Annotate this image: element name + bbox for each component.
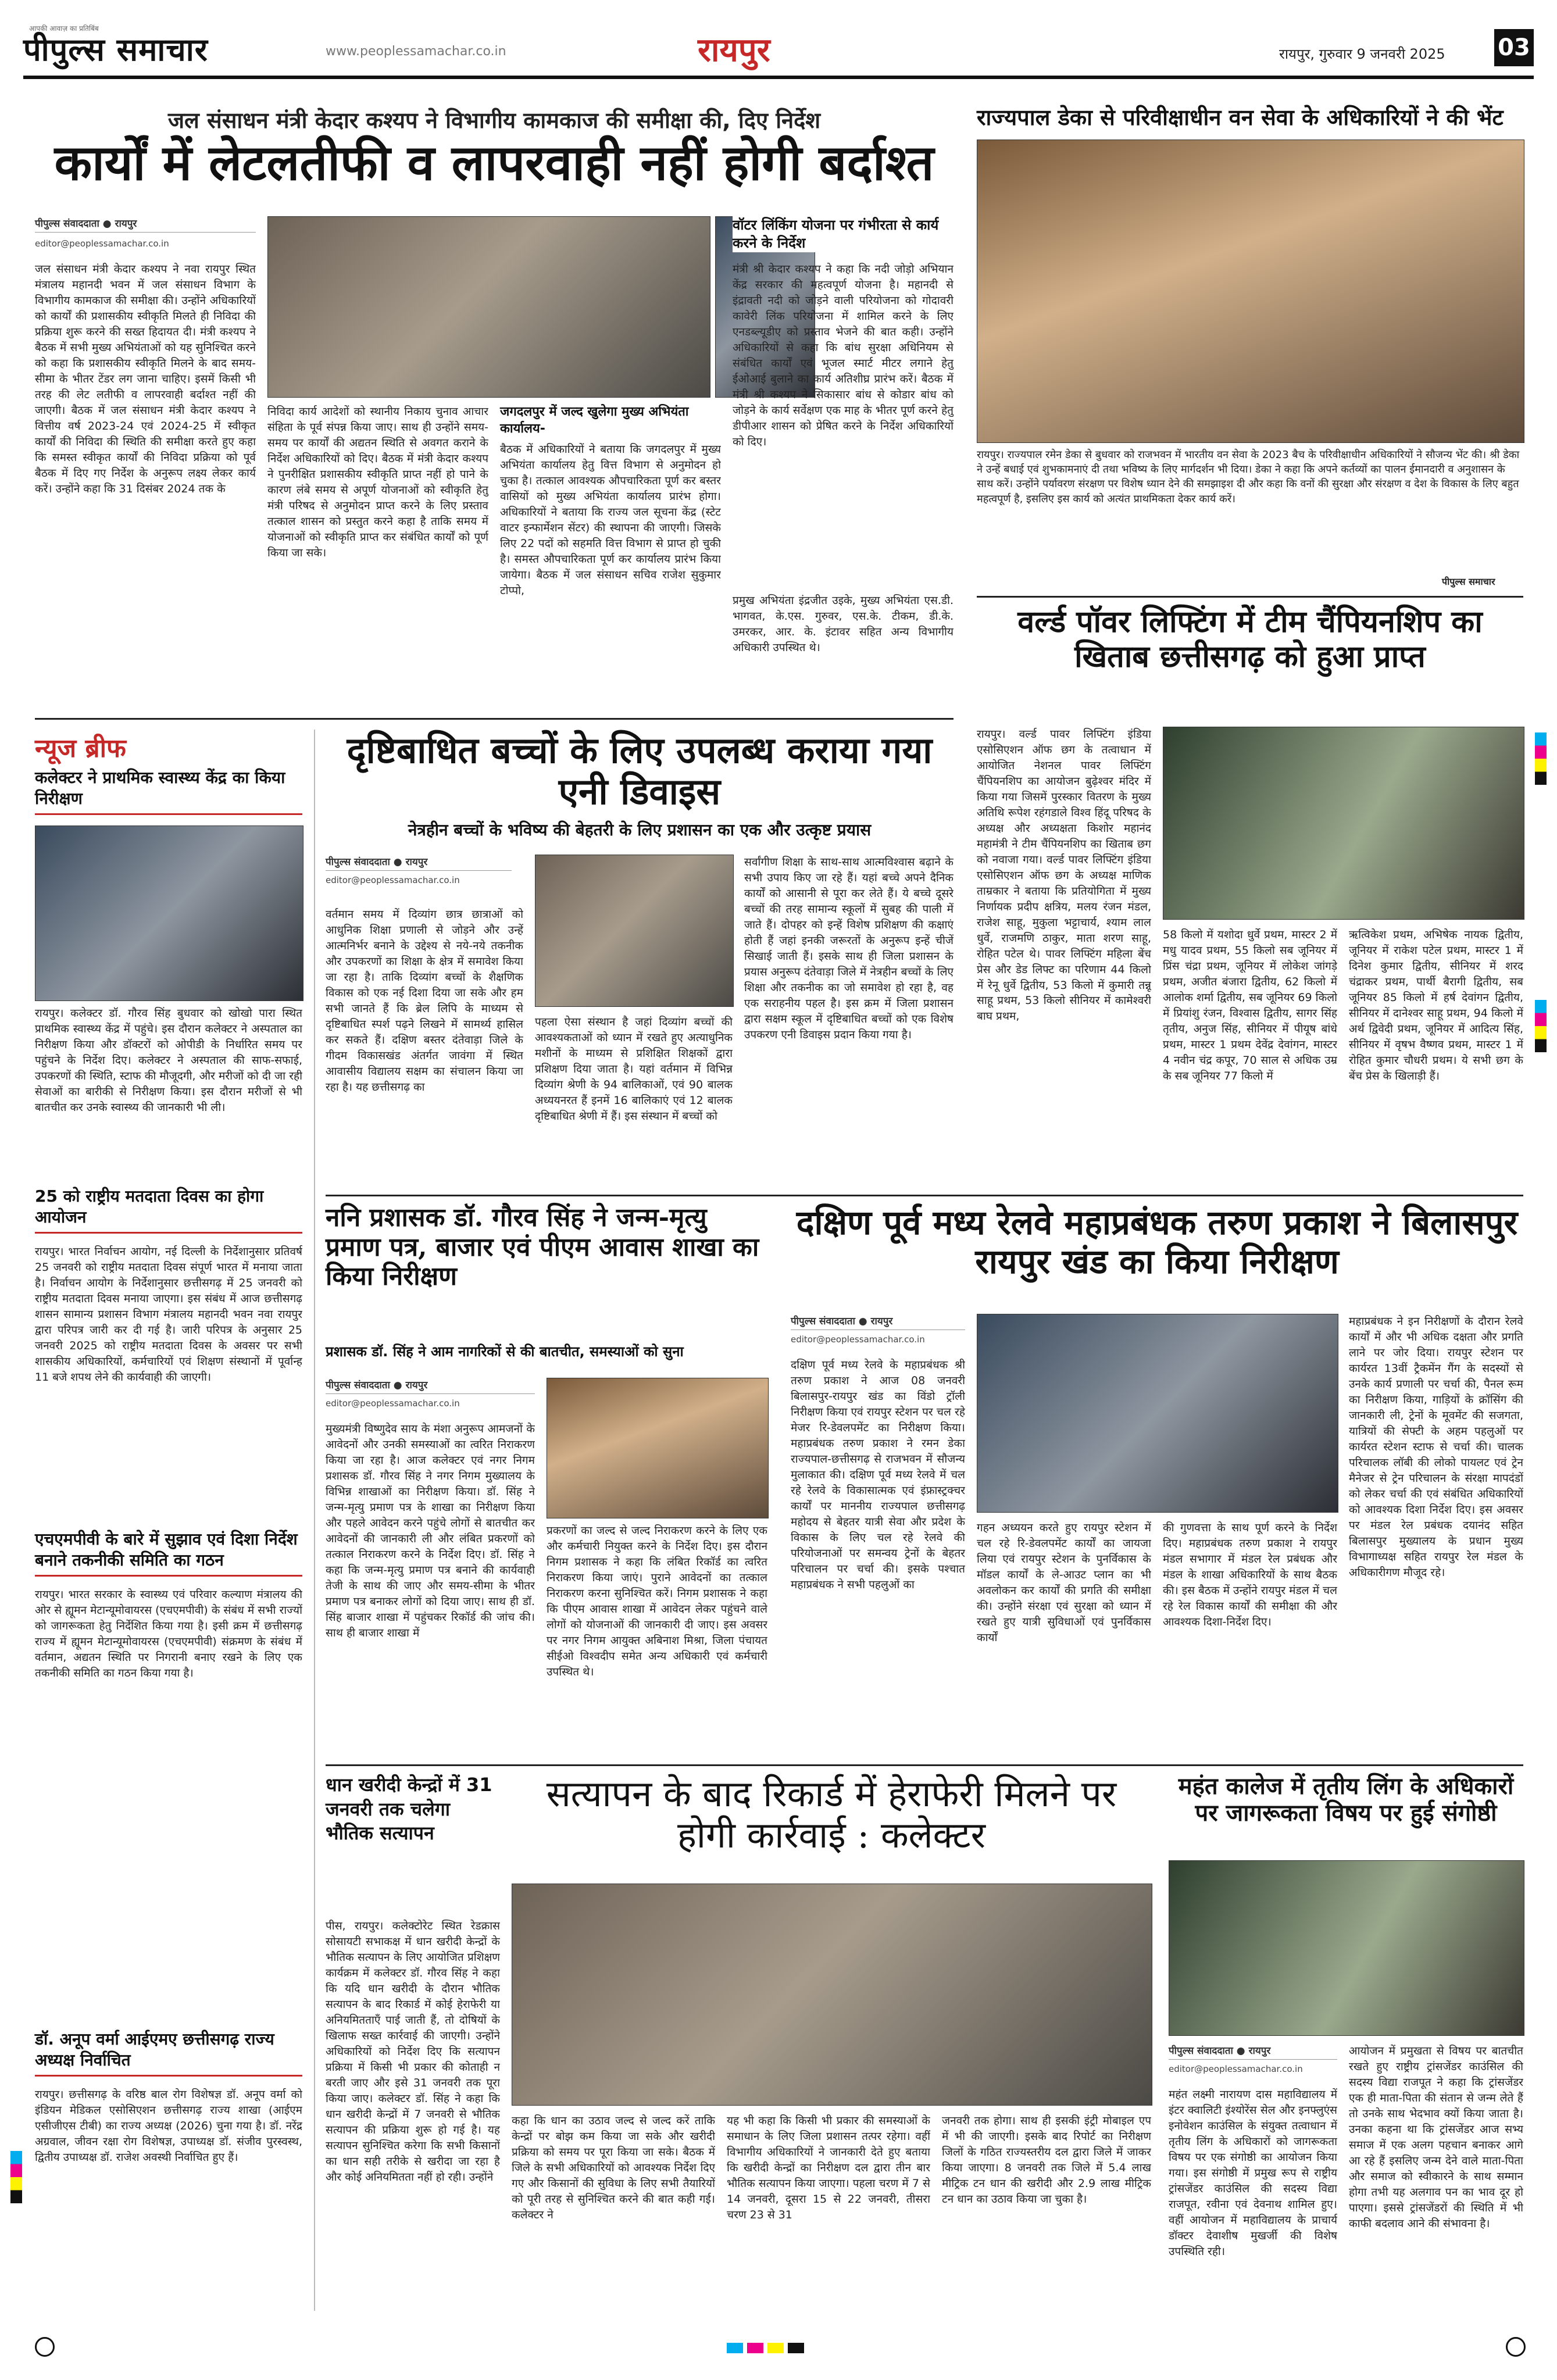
- governor-headline: राज्यपाल डेका से परिवीक्षाधीन वन सेवा के अधिकारियों ने की भेंट: [977, 104, 1504, 130]
- nigam-byline: पीपुल्स संवाददाता ● रायपुर: [326, 1378, 535, 1394]
- divyang-col-3: सर्वांगीण शिक्षा के साथ-साथ आत्मविश्वास बढ़ाने के सभी उपाय किए जा रहे हैं। यहां बच्चे अपने दैनिक कार्यों को आसानी से पूरा कर लेते हैं। ये बच्चे दूसरे बच्चों की तरह सामान्य स्कूलों में सुबह की पाली में जाते हैं। दोपहर को इन्हें विशेष प्रशिक्षण की कक्षाएं होती हैं जहां इनकी जरूरतों के अनुरूप इन्हें चीजें सिखाई जाती हैं। इसके साथ ही जिला प्रशासन के प्रयास अनुरूप दंतेवाड़ा जिले में नेत्रहीन बच्चों के लिए शिक्षा और तकनीक का जो समावेश हो रहा है, वह एक सराहनीय पहल है। इस क्रम में जिला प्रशासन द्वारा सक्षम स्कूल में दृष्टिबाधित बच्चों को एक विशेष उपकरण एनी डिवाइस प्रदान किया गया है।: [744, 856, 954, 1041]
- powerlifting-col-2: 58 किलो में यशोदा धुर्वे प्रथम, मास्टर 2 में मधु यादव प्रथम, 55 किलो सब जूनियर में प्रिंस चंद्रा प्रथम, जूनियर में लोकेश जांगड़े प्रथम, अजीत बंजारा द्वितीय, 62 किलो में आलोक शर्मा द्वितीय, सब जूनियर 69 किलो में प्रियांशु रंजन, विश्वास द्वितीय, सागर सिंह तृतीय, अनुज सिंह, सीनियर में पीयूष बांधे प्रथम, मास्टर 1 प्रथम देवेंद्र देवांगन, मास्टर 4 नवीन चंद्र कपूर, 70 साल से अधिक उम्र के सब जूनियर 77 किलो में: [1163, 928, 1337, 1082]
- railway-headline: दक्षिण पूर्व मध्य रेलवे महाप्रबंधक तरुण प्रकाश ने बिलासपुर रायपुर खंड का किया निरीक्षण: [796, 1203, 1518, 1281]
- divyang-headline: दृष्टिबाधित बच्चों के लिए उपलब्ध कराया गया एनी डिवाइस: [347, 729, 933, 813]
- city-section-title: रायपुर: [698, 31, 770, 69]
- masthead: [23, 23, 1534, 79]
- paddy-col-1: पीस, रायपुर। कलेक्टोरेट स्थित रेडक्रास सोसायटी सभाकक्ष में धान खरीदी केन्द्रों के भौतिक सत्यापन के लिए आयोजित प्रशिक्षण कार्यक्रम में कलेक्टर डॉ. गौरव सिंह ने कहा कि यदि धान खरीदी के दौरान भौतिक सत्यापन के बाद रिकार्ड में कोई हेराफेरी या अनियमितताएँ पाई जाती हैं, तो दोषियों के खिलाफ सख्त कार्रवाई की जाएगी। उन्होंने अधिकारियों को निर्देश दिए कि सत्यापन प्रक्रिया में किसी भी प्रकार की कोताही न बरती जाए और इसे 31 जनवरी तक पूरा किया जाए। कलेक्टर डॉ. सिंह ने कहा कि धान खरीदी केन्द्रों में 7 जनवरी से भौतिक सत्यापन की प्रक्रिया शुरू हो गई है। यह सत्यापन सुनिश्चित करेगा कि सभी किसानों का धान सही तरीके से खरीदा जा रहा है और कोई अनियमितता नहीं हो रही। उन्होंने: [326, 1920, 500, 2184]
- lead-byline: पीपुल्स संवाददाता ● रायपुर: [35, 216, 256, 233]
- cmyk-side-mark-icon: [1535, 1000, 1547, 1052]
- mahant-photo: [1169, 1860, 1524, 2036]
- railway-col-3: की गुणवत्ता के साथ पूर्ण करने के निर्देश दिए। महाप्रबंधक तरुण प्रकाश ने रायपुर मंडल सभागार में मंडल रेल प्रबंधक और मंडल के शाखा अधिकारियों के साथ बैठक की। इस बैठक में उन्होंने रायपुर मंडल में चल रहे रेल विकास कार्यों की समीक्षा की और आवश्यक दिशा-निर्देश दिए।: [1163, 1521, 1337, 1628]
- mahant-col-2: आयोजन में प्रमुखता से विषय पर बातचीत रखते हुए राष्ट्रीय ट्रांसजेंडर काउंसिल की सदस्य विद्या राजपूत ने कहा कि ट्रांसजेंडर एक ही माता-पिता की संतान से जन्म लेते हैं तो उनके साथ भेदभाव क्यों किया जाता है। उनका कहना था कि ट्रांसजेंडर आज सभ्य समाज में एक अलग पहचान बनाकर आगे आ रहे हैं इसलिए जन्म देने वाले माता-पिता और समाज को स्वीकारने के साथ सम्मान होगा तभी यह अलगाव पन का भाव दूर हो पाएगा। इससे ट्रांसजेंडरों की स्थिति में भी काफी बदलाव आने की संभावना है।: [1349, 2045, 1523, 2230]
- railway-col-1: दक्षिण पूर्व मध्य रेलवे के महाप्रबंधक श्री तरुण प्रकाश ने आज 08 जनवरी बिलासपुर-रायपुर खंड का विंडो ट्रॉली निरीक्षण किया एवं रायपुर स्टेशन पर चल रहे मेजर रि-डेवलपमेंट का निरीक्षण किया। महाप्रबंधक तरुण प्रकाश ने रमन डेका राज्यपाल-छत्तीसगढ़ से राजभवन में सौजन्य मुलाकात की। दक्षिण पूर्व मध्य रेलवे में चल रहे रेलवे के विकासात्मक एवं इंफ्रास्ट्रक्चर कार्यों पर माननीय राज्यपाल छत्तीसगढ़ महोदय से बेहतर यात्री सेवा और प्रदेश के विकास के लिए चल रहे रेलवे की परियोजनाओं पर समन्वय ट्रेनों के बेहतर परिचालन पर चर्चा की। इसके पश्चात महाप्रबंधक ने सभी पहलुओं का: [791, 1359, 965, 1591]
- divider: [35, 718, 954, 720]
- magenta-swatch-icon: [747, 2343, 763, 2353]
- divyang-subhead: नेत्रहीन बच्चों के भविष्य की बेहतरी के लिए प्रशासन का एक और उत्कृष्ट प्रयास: [408, 820, 872, 839]
- railway-email: editor@peoplessamachar.co.in: [791, 1334, 925, 1345]
- lead-headline: कार्यों में लेटलतीफी व लापरवाही नहीं होगी बर्दाश्त: [54, 134, 934, 191]
- registration-mark-icon: [1506, 2337, 1526, 2357]
- powerlifting-headline: वर्ल्ड पॉवर लिफ्टिंग में टीम चैंपियनशिप का खिताब छत्तीसगढ़ को हुआ प्राप्त: [1017, 604, 1483, 674]
- railway-byline: पीपुल्स संवाददाता ● रायपुर: [791, 1314, 965, 1330]
- dateline: रायपुर, गुरुवार 9 जनवरी 2025: [1279, 46, 1445, 62]
- divyang-photo: [535, 855, 734, 1007]
- registration-mark-icon: [35, 2337, 55, 2357]
- powerlifting-col-1: रायपुर। वर्ल्ड पावर लिफ्टिंग इंडिया एसोसिएशन ऑफ छग के तत्वाधान में आयोजित नेशनल पावर लिफ्टिंग चैंपियनशिप का आयोजन बुढ़ेश्वर मंदिर में किया गया जिसमें पुरस्कार वितरण के मुख्य अतिथि रूपेश रहंगडाले विश्व हिंदू परिषद के अध्यक्ष और अध्यक्षता किशोर महानंद महामंत्री ने टीम चैंपियनशिप का खिताब छग को नवाजा गया। वर्ल्ड पावर लिफ्टिंग इंडिया एसोसिएशन ऑफ छग के अध्यक्ष माणिक ताम्रकार ने बताया कि प्रतियोगिता में मुख्य निर्णायक प्रदीप क्षत्रिय, मलय रंजन मंडल, राजेश साहू, मुकुला भट्टाचार्य, श्याम लाल धुर्वे, राजमणि ठाकुर, माता शरण साहू, रोहित पटेल थे। पावर लिफ्टिंग महिला बेंच प्रेस और डेड लिफ्ट का परिणाम 44 किलो में रेनू धुर्वे द्वितीय, 53 किलो में कुमारी तन्नू साहू प्रथम, 53 किलो सीनियर में कामेश्वरी बाघ प्रथम,: [977, 728, 1151, 1023]
- nigam-email: editor@peoplessamachar.co.in: [326, 1398, 460, 1409]
- cyan-swatch-icon: [727, 2343, 743, 2353]
- page-number: 03: [1494, 29, 1534, 66]
- paddy-side-head: धान खरीदी केन्द्रों में 31 जनवरी तक चलेगा भौतिक सत्यापन: [326, 1774, 492, 1845]
- lead-col-4b: प्रमुख अभियंता इंद्रजीत उइके, मुख्य अभियंता एस.डी. भागवत, के.एस. गुरुवर, एस.के. टीकम, डी.के. उमरकर, आर. के. इंटावर सहित अन्य विभागीय अधिकारी उपस्थित थे।: [733, 594, 954, 654]
- divider: [326, 1195, 1523, 1196]
- paddy-col-2: कहा कि धान का उठाव जल्द से जल्द करें ताकि केन्द्रों पर बोझ कम किया जा सके और खरीदी प्रक्रिया को समय पर पूरा किया जा सके। बैठक में जिले के सभी अधिकारियों को आवश्यक निर्देश दिए गए और किसानों की सुविधा के लिए सभी तैयारियों को पूरी तरह से सुनिश्चित करने की बात कही गई। कलेक्टर ने: [512, 2114, 715, 2221]
- brief-1-photo: [35, 826, 303, 1001]
- logo-tagline: आपकी आवाज़ का प्रतिबिंब: [29, 24, 99, 33]
- nigam-photo: [547, 1378, 769, 1518]
- nigam-col-1: मुख्यमंत्री विष्णुदेव साय के मंशा अनुरूप आमजनों के आवेदनों और उनकी समस्याओं का त्वरित निराकरण किया जा रहा है। आज कलेक्टर एवं नगर निगम प्रशासक डॉ. गौरव सिंह ने नगर निगम मुख्यालय के विभिन्न शाखाओं का निरीक्षण किया। डॉ. सिंह ने जन्म-मृत्यु प्रमाण पत्र के शाखा का निरीक्षण किया और पहले आवेदन करने पहुंचे लोगों से बातचीत कर आवेदनों की जानकारी ली और लंबित प्रकरणों को तत्काल निराकरण करने के निर्देश दिए। डॉ. सिंह ने कहा कि जन्म-मृत्यु प्रमाण पत्र बनाने की कार्यवाही तेजी के साथ की जाए और समय-सीमा के भीतर प्रमाण पत्र बनाकर लोगों को दिया जाए। साथ ही डॉ. सिंह बाजार शाखा में पहुंचकर रिकॉर्ड की जांच की। साथ ही बाजार शाखा में: [326, 1423, 535, 1639]
- lead-col-4-subhead: वॉटर लिंकिंग योजना पर गंभीरता से कार्य करने के निर्देश: [733, 216, 954, 252]
- lead-col-4: मंत्री श्री केदार कश्यप ने कहा कि नदी जोड़ो अभियान केंद्र सरकार की महत्वपूर्ण योजना है। महानदी से इंद्रावती नदी को जोड़ने वाली परियोजना को गोदावरी कावेरी लिंक परियोजना में शामिल करने के लिए एनडब्ल्यूडीए को प्रस्ताव भेजने की बात कही। उन्होंने अधिकारियों से कहा कि बांध सुरक्षा अधिनियम से संबंधित कार्यों एवं भूजल स्मार्ट मीटर लगाने हेतु ईओआई बुलाने का कार्य अतिशीघ्र प्रारंभ करें। बैठक में मंत्री श्री कश्यप ने सिकासार बांध से कोडार बांध को जोड़ने के कार्य सर्वेक्षण एक माह के भीतर पूर्ण करने हेतु डीपीआर शासन को प्रेषित करने के निर्देश अधिकारियों को दिए।: [733, 263, 954, 448]
- website-url[interactable]: www.peoplessamachar.co.in: [326, 44, 506, 59]
- brief-3-body: रायपुर। भारत सरकार के स्वास्थ्य एवं परिवार कल्याण मंत्रालय की ओर से ह्यूमन मेटान्यूमोवायरस (एचएमपीवी) के संबंध में सभी राज्यों को जागरूकता हेतु निर्देशित किया गया है। इसी क्रम में छत्तीसगढ़ राज्य में ह्यूमन मेटान्यूमोवायरस (एचएमपीवी) संक्रमण के संबंध में वर्तमान, अद्यतन स्थिति पर निगरानी बनाए रखने के लिए एक तकनीकी समिति का गठन किया गया है।: [35, 1588, 302, 1679]
- nigam-subhead: प्रशासक डॉ. सिंह ने आम नागरिकों से की बातचीत, समस्याओं को सुना: [326, 1343, 684, 1360]
- brief-2-body: रायपुर। भारत निर्वाचन आयोग, नई दिल्ली के निर्देशानुसार प्रतिवर्ष 25 जनवरी को राष्ट्रीय मतदाता दिवस संपूर्ण भारत में मनाया जाता है। निर्वाचन आयोग के निर्देशानुसार छत्तीसगढ़ में 25 जनवरी को राष्ट्रीय मतदाता दिवस मनाया जाएगा। इस संबंध में आज छत्तीसगढ़ शासन सामान्य प्रशासन विभाग मंत्रालय महानदी भवन नवा रायपुर द्वारा परिपत्र जारी कर दी गई है। जारी परिपत्र के अनुसार 25 जनवरी 2025 को राष्ट्रीय मतदाता दिवस के अवसर पर सभी शासकीय अधिकारियों, कर्मचारियों एवं शिक्षण संस्थानों में पूर्वान्ह 11 बजे शपथ लेने की कार्यवाही की जाएगी।: [35, 1245, 302, 1384]
- mahant-email: editor@peoplessamachar.co.in: [1169, 2064, 1303, 2074]
- railway-photo: [977, 1314, 1338, 1513]
- divyang-col-1: वर्तमान समय में दिव्यांग छात्र छात्राओं को आधुनिक शिक्षा प्रणाली से जोड़ने और उन्हें आत्मनिर्भर बनाने के उद्देश्य से नये-नये तकनीक और उपकरणों का शिक्षा के क्षेत्र में समावेश किया जा रहा है। ताकि दिव्यांग बच्चों के शैक्षणिक विकास को एक नई दिशा दिया जा सके और हम सभी जानते हैं कि ब्रेल लिपि के माध्यम से दृष्टिबाधित स्पर्श पढ़ने लिखने में सामर्थ्य हासिल कर सकते हैं। दक्षिण बस्तर दंतेवाड़ा जिले के गीदम विकासखंड अंतर्गत जावंगा में स्थित आवासीय विद्यालय सक्षम का संचालन किया जा रहा है। यह छत्तीसगढ़ का: [326, 908, 523, 1093]
- powerlifting-col-3: ऋत्विकेश प्रथम, अभिषेक नायक द्वितीय, जूनियर में राकेश पटेल प्रथम, मास्टर 1 में दिनेश कुमार द्वितीय, सीनियर में शरद चंद्राकर प्रथम, पार्थी बैरागी द्वितीय, सब जूनियर 85 किलो में हर्ष देवांगन द्वितीय, सीनियर में दानेश्वर साहू प्रथम, 94 किलो में अर्थ द्विवेदी प्रथम, जूनियर में आदित्य सिंह, सीनियर में वृषभ वैष्णव प्रथम, मास्टर 1 में रोहित कुमार चौधरी प्रथम। ये सभी छग के बेंच प्रेस के खिलाड़ी हैं।: [1349, 928, 1523, 1082]
- cmyk-side-mark-icon: [1535, 732, 1547, 785]
- black-swatch-icon: [788, 2343, 804, 2353]
- divyang-caption: पहला ऐसा संस्थान है जहां दिव्यांग बच्चों की आवश्यकताओं को ध्यान में रखते हुए अत्याधुनिक मशीनों के माध्यम से प्रशिक्षित शिक्षकों द्वारा प्रशिक्षण दिया जाता है। यहां वर्तमान में विभिन्न दिव्यांग श्रेणी के 94 बालिकाओं, एवं 90 बालक अध्ययनरत हैं इनमें 16 बालिकाएं एवं 12 बालक दृष्टिबाधित श्रेणी में हैं। इस संस्थान में बच्चों को: [535, 1016, 733, 1123]
- paddy-headline: सत्यापन के बाद रिकार्ड में हेराफेरी मिलने पर होगी कार्रवाई : कलेक्टर: [546, 1773, 1117, 1857]
- divider: [326, 1764, 1523, 1766]
- railway-col-2: गहन अध्ययन करते हुए रायपुर स्टेशन में चल रहे रि-डेवलपमेंट कार्यों का जायजा लिया एवं रायपुर स्टेशन के पुनर्विकास के मॉडल कार्यों के ले-आउट प्लान का भी अवलोकन कर कार्यों की प्रगति की समीक्षा की। उन्होंने संरक्षा एवं सुरक्षा को ध्यान में रखते हुए यात्री सुविधाओं एवं पुनर्विकास कार्यों: [977, 1521, 1151, 1644]
- paddy-col-3: यह भी कहा कि किसी भी प्रकार की समस्याओं के समाधान के लिए जिला प्रशासन तत्पर रहेगा। वहीं विभागीय अधिकारियों ने जानकारी देते हुए बताया कि खरीदी केन्द्रों का निरीक्षण दल द्वारा तीन बार भौतिक सत्यापन किया जाएगा। पहला चरण में 7 से 14 जनवरी, दूसरा 15 से 22 जनवरी, तीसरा चरण 23 से 31: [727, 2114, 930, 2221]
- brief-3-heading: एचएमपीवी के बारे में सुझाव एवं दिशा निर्देश बनाने तकनीकी समिति का गठन: [35, 1529, 302, 1577]
- divider: [977, 596, 1523, 598]
- divyang-email: editor@peoplessamachar.co.in: [326, 875, 460, 885]
- brief-1-heading: कलेक्टर ने प्राथमिक स्वास्थ्य केंद्र का किया निरीक्षण: [35, 767, 302, 815]
- lead-col-3-subhead: जगदलपुर में जल्द खुलेगा मुख्य अभियंता कार्यालय-: [500, 405, 689, 436]
- nigam-caption: प्रकरणों का जल्द से जल्द निराकरण करने के लिए एक और कर्मचारी नियुक्त करने के निर्देश दिए। इस दौरान निगम प्रशासक ने कहा कि लंबित रिकॉर्ड का त्वरित निराकरण किया जाएं। पुराने आवेदनों का तत्काल निराकरण करना सुनिश्चित करें। निगम प्रशासक ने कहा कि पीएम आवास शाखा में आवेदन लेकर पहुंचने वाले लोगों को योजनाओं की जानकारी दी जाए। इस अवसर पर नगर निगम आयुक्त अबिनाश मिश्रा, जिला पंचायत सीईओ विश्वदीप समेत अन्य अधिकारी एवं कर्मचारी उपस्थित थे।: [547, 1524, 767, 1678]
- mahant-col-1: महंत लक्ष्मी नारायण दास महाविद्यालय में इंटर क्वालिटी इंश्योरेंस सेल और इनफ्लुएंस इनोवेशन काउंसिल के संयुक्त तत्वाधान में तृतीय लिंग के अधिकारों को जागरूकता विषय पर एक संगोष्ठी का आयोजन किया गया। इस संगोष्ठी में प्रमुख रूप से राष्ट्रीय ट्रांसजेंडर काउंसिल की सदस्य विद्या राजपूत, रवीना एवं देवनाथ शामिल हुए। वहीं आयोजन में महाविद्यालय के प्राचार्य डॉक्टर देवाशीष मुखर्जी की विशेष उपस्थिति रही।: [1169, 2088, 1337, 2258]
- nigam-headline: ननि प्रशासक डॉ. गौरव सिंह ने जन्म-मृत्यु प्रमाण पत्र, बाजार एवं पीएम आवास शाखा का किया निरीक्षण: [326, 1203, 759, 1292]
- newsbrief-title: न्यूज ब्रीफ: [35, 734, 126, 763]
- brief-4-heading: डॉ. अनूप वर्मा आईएमए छत्तीसगढ़ राज्य अध्यक्ष निर्वाचित: [35, 2029, 302, 2077]
- lead-col-2: निविदा कार्य आदेशों को स्थानीय निकाय चुनाव आचार संहिता के पूर्व संपन्न किया जाए। साथ ही उन्होंने समय-समय पर कार्यों की अद्यतन स्थिति से अवगत कराने के निर्देश अधिकारियों को दिए। बैठक में मंत्री केदार कश्यप ने पुनरीक्षित प्रशासकीय स्वीकृति प्राप्त नहीं हो पाने के कारण लंबे समय से अपूर्ण योजनाओं को स्वीकृति हेतु मंत्री परिषद से अनुमोदन प्राप्त करने के लिए प्रस्ताव तत्काल शासन को प्रस्तुत करने कहा है ताकि समय में योजनाओं को स्वीकृति प्राप्त कर संबंधित कार्यों को पूर्ण किया जा सके।: [267, 405, 488, 559]
- railway-col-4: महाप्रबंधक ने इन निरीक्षणों के दौरान रेलवे कार्यों में और भी अधिक दक्षता और प्रगति लाने पर जोर दिया। रायपुर स्टेशन पर कार्यरत 13वीं ट्रैकमेंन गैंग के सदस्यों से उनके कार्य प्रणाली पर चर्चा की, पैनल रूम का निरीक्षण किया, गाड़ियों के क्रॉसिंग की जानकारी ली, ट्रेनों के मूवमेंट की सजगता, यात्रियों की सेफ्टी के अहम पहलुओं पर कार्यरत स्टेशन स्टाफ से चर्चा की। चालक परिचालक लॉबी की लोको पायलट एवं ट्रेन मैनेजर से ट्रेन परिचालन के संरक्षा मापदंडों को लेकर चर्चा की एवं संबंधित अधिकारियों को आवश्यक दिशा निर्देश दिए। इस अवसर पर मंडल रेल प्रबंधक दयानंद सहित बिलासपुर मुख्यालय के प्रधान मुख्य विभागाध्यक्ष सहित रायपुर रेल मंडल के अधिकारीगण मौजूद रहे।: [1349, 1315, 1523, 1579]
- lead-col-3: बैठक में अधिकारियों ने बताया कि जगदलपुर में मुख्य अभियंता कार्यालय हेतु वित्त विभाग से अनुमोदन हो चुका है। तत्काल आवश्यक औपचारिकता पूर्ण कर बस्तर वासियों को मुख्य अभियंता कार्यालय प्रारंभ होगा। अधिकारियों ने बताया कि राज्य जल सूचना केंद्र (स्टेट वाटर इन्फार्मेशन सेंटर) की स्थापना की जाएगी। जिसके लिए 22 पदों को सहमति वित्त विभाग से प्राप्त हो चुकी है। समस्त औपचारिकता पूर्ण कर कार्यालय प्रारंभ किया जायेगा। बैठक में जल संसाधन सचिव राजेश सुकुमार टोप्पो,: [500, 443, 721, 597]
- lead-col-1: जल संसाधन मंत्री केदार कश्यप ने नवा रायपुर स्थित मंत्रालय महानदी भवन में जल संसाधन विभाग के विभागीय कामकाज की समीक्षा की। उन्होंने अधिकारियों को कार्यों की प्रशासकीय स्वीकृति मिलते ही निविदा की प्रक्रिया शुरू करने की सख्त हिदायत दी। मंत्री कश्यप ने बैठक में सभी मुख्य अभियंताओं को यह सुनिश्चित करने को कहा कि प्रशासकीय स्वीकृति मिलने के बाद समय-सीमा के भीतर टेंडर लग जाना चाहिए। इसमें किसी भी तरह की लेट लतीफी व लापरवाही बर्दाश्त नहीं की जाएगी। बैठक में जल संसाधन मंत्री केदार कश्यप ने वित्तीय वर्ष 2023-24 एवं 2024-25 में स्वीकृत कार्यों की निविदा की स्थिति की समीक्षा करते हुए कहा कि समस्त स्वीकृत कार्यों की निविदा प्रक्रिया को पूर्व बैठक में दिए गए निर्देश के अनुरूप लक्ष्य लेकर कार्य करें। उन्होंने कहा कि 31 दिसंबर 2024 तक के: [35, 263, 256, 495]
- divider: [314, 730, 315, 2311]
- governor-caption: रायपुर। राज्यपाल रमेन डेका से बुधवार को राजभवन में भारतीय वन सेवा के 2023 बैच के परिवीक्षाधीन अधिकारियों ने सौजन्य भेंट की। श्री डेका ने उन्हें बधाई एवं शुभकामनाएं दी तथा भविष्य के लिए मार्गदर्शन भी दिया। डेका ने कहा कि अपने कर्तव्यों का पालन ईमानदारी व अनुशासन के साथ करें। उन्होंने पर्यावरण संरक्षण पर विशेष ध्यान देने की समझाइश दी और कहा कि वनों की सुरक्षा और संरक्षण व देश के विकास के लिए बहुत महत्वपूर्ण है, इसलिए इस कार्य को अत्यंत प्राथमिकता देकर कार्य करें।: [977, 449, 1520, 505]
- lead-email: editor@peoplessamachar.co.in: [35, 238, 169, 249]
- mahant-headline: महंत कालेज में तृतीय लिंग के अधिकारों पर जागरूकता विषय पर हुई संगोष्ठी: [1178, 1773, 1514, 1827]
- mahant-byline: पीपुल्स संवाददाता ● रायपुर: [1169, 2043, 1337, 2060]
- brief-4-body: रायपुर। छत्तीसगढ़ के वरिष्ठ बाल रोग विशेषज्ञ डॉ. अनूप वर्मा को इंडियन मेडिकल एसोसिएशन छत्तीसगढ़ राज्य शाखा (आईएम एसीजीएस टीबी) का राज्य अध्यक्ष (2026) चुना गया है। डॉ. नरेंद्र अग्रवाल, जीवन रक्षा रोग विशेषज्ञ, उपाध्यक्ष डॉ. संजीव पुरस्वस्थ, द्वितीय उपाध्यक्ष डॉ. राजेश अवस्थी निर्वाचित हुए हैं।: [35, 2088, 302, 2164]
- meeting-photo: [267, 216, 710, 398]
- brief-2-heading: 25 को राष्ट्रीय मतदाता दिवस का होगा आयोजन: [35, 1186, 302, 1234]
- yellow-swatch-icon: [767, 2343, 784, 2353]
- powerlifting-photo: [1163, 727, 1524, 920]
- governor-credit: पीपुल्स समाचार: [1442, 576, 1495, 587]
- newspaper-logo[interactable]: पीपुल्स समाचार: [23, 31, 208, 68]
- paddy-photo: [512, 1884, 1152, 2106]
- lead-kicker: जल संसाधन मंत्री केदार कश्यप ने विभागीय कामकाज की समीक्षा की, दिए निर्देश: [167, 108, 821, 133]
- divyang-byline: पीपुल्स संवाददाता ● रायपुर: [326, 855, 512, 871]
- governor-photo: [977, 140, 1524, 443]
- brief-1-body: रायपुर। कलेक्टर डॉ. गौरव सिंह बुधवार को खोखो पारा स्थित प्राथमिक स्वास्थ्य केंद्र में पहुंचे। इस दौरान कलेक्टर ने अस्पताल का निरीक्षण किया और डॉक्टरों को ओपीडी के निर्धारित समय पर पहुंचने के निर्देश दिए। कलेक्टर ने अस्पताल की साफ-सफाई, उपकरणों की स्थिति, स्टाफ की मौजूदगी, और मरीजों को दी जा रही सेवाओं का बारीकी से निरीक्षण किया। इस दौरान मरीजों से भी बातचीत कर उनके स्वास्थ्य की जानकारी भी ली।: [35, 1007, 302, 1114]
- cmyk-side-mark-icon: [10, 2151, 22, 2203]
- paddy-col-4: जनवरी तक होगा। साथ ही इसकी इंट्री मोबाइल एप में भी की जाएगी। इसके बाद रिपोर्ट का निरीक्षण जिलों के गठित राज्यस्तरीय दल द्वारा जिले में जाकर किया जाएगा। 8 जनवरी तक जिले में 5.4 लाख मीट्रिक टन धान की खरीदी और 2.9 लाख मीट्रिक टन धान का उठाव किया जा चुका है।: [942, 2114, 1151, 2206]
